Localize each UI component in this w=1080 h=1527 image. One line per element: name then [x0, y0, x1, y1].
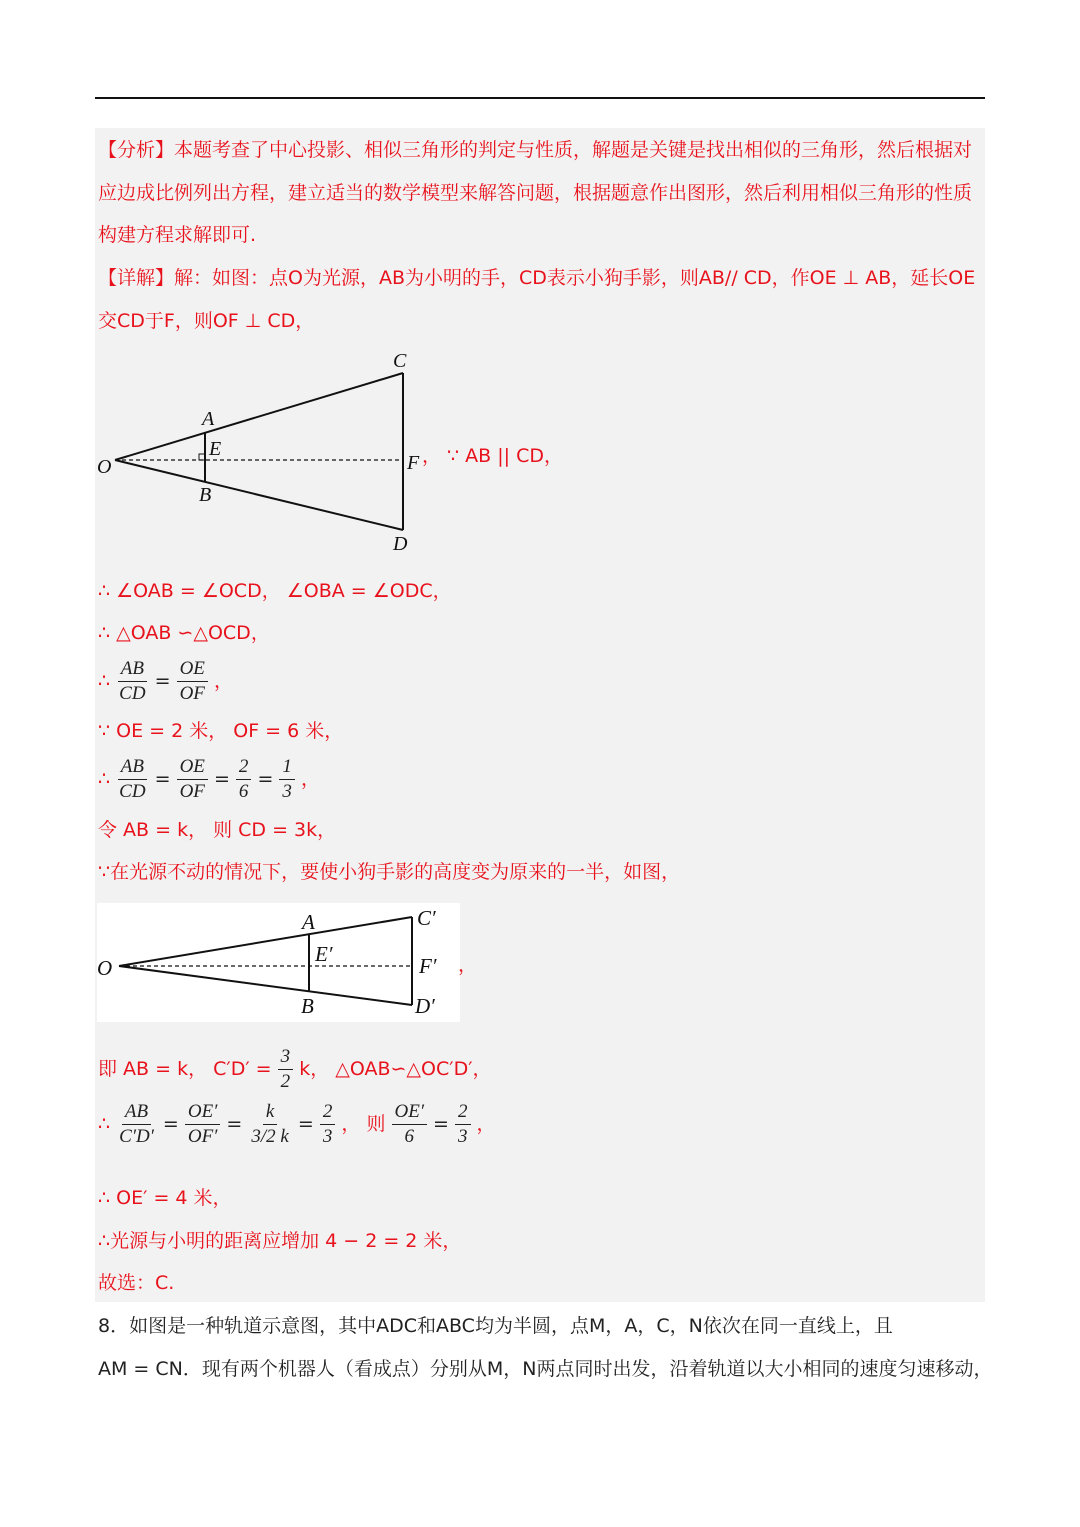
label-O: O	[97, 956, 113, 980]
figure-1-diagram	[95, 345, 425, 560]
figure-2-note: ，	[458, 954, 478, 976]
analysis-line-1: 【分析】本题考查了中心投影、相似三角形的判定与性质，解题是关键是找出相似的三角形，然后根据对	[98, 139, 973, 161]
detail-line-2: 交CD于F，则OF ⊥ CD，	[98, 310, 315, 332]
label-E: E	[209, 438, 222, 460]
step-5: ∴ $\frac{AB}{CD}$ = $\frac{OE}{OF}$ = $\frac{2}{6}$ = $\frac{1}{3}$ ，	[98, 756, 320, 802]
label-A: A	[202, 408, 215, 430]
step-2: ∴ △OAB ∽△OCD，	[98, 622, 270, 644]
step-9: ∴ $\frac{AB}{C'D'}$ = $\frac{OE'}{OF'}$ = $\frac{k}{3/2 k}$ = $\frac{2}{3}$ ， 则 $\frac{OE'}{6}$ = $\frac{2}{3}$ ，	[98, 1101, 496, 1147]
label-C: C	[393, 350, 407, 372]
step-10: ∴ OE′ = 4 米，	[98, 1187, 232, 1209]
header-rule	[95, 97, 985, 99]
label-E-prime: E′	[315, 942, 333, 966]
step-3: ∴ $\frac{AB}{CD}$ = $\frac{OE}{OF}$ ，	[98, 658, 233, 704]
step-12: 故选：C.	[98, 1272, 175, 1294]
label-C-prime: C′	[417, 906, 436, 930]
analysis-line-2: 应边成比例列出方程，建立适当的数学模型来解答问题，根据题意作出图形，然后利用相似三角形的性质	[98, 182, 973, 204]
analysis-line-3: 构建方程求解即可.	[98, 224, 257, 246]
label-F-prime: F′	[419, 954, 437, 978]
figure-1-note: ， ∵ AB || CD，	[422, 445, 563, 467]
step-11: ∴光源与小明的距离应增加 4 − 2 = 2 米，	[98, 1230, 462, 1252]
label-D: D	[393, 533, 408, 555]
label-B: B	[301, 994, 314, 1018]
label-B: B	[199, 484, 212, 506]
step-4: ∵ OE = 2 米， OF = 6 米，	[98, 720, 344, 742]
step-1: ∴ ∠OAB = ∠OCD， ∠OBA = ∠ODC，	[98, 580, 452, 602]
step-6: 令 AB = k， 则 CD = 3k，	[98, 819, 337, 841]
label-O: O	[97, 456, 112, 478]
label-A: A	[302, 910, 315, 934]
step-7: ∵在光源不动的情况下，要使小狗手影的高度变为原来的一半，如图，	[98, 861, 681, 883]
label-F: F	[407, 452, 420, 474]
question-8-line-1: 8．如图是一种轨道示意图，其中ADC和ABC均为半圆，点M，A，C，N依次在同一直线上，且	[98, 1315, 893, 1337]
question-8-line-2: AM = CN．现有两个机器人（看成点）分别从M，N两点同时出发，沿着轨道以大小相同的速度匀速移动，	[98, 1358, 993, 1380]
figure-2-diagram	[97, 903, 460, 1022]
detail-line-1: 【详解】解：如图：点O为光源，AB为小明的手，CD表示小狗手影，则AB// CD，作OE ⊥ AB，延长OE	[98, 267, 976, 289]
label-D-prime: D′	[415, 994, 435, 1018]
step-8: 即 AB = k， C′D′ = $\frac{3}{2}$ k， △OAB∽△OC′D′，	[98, 1046, 492, 1092]
